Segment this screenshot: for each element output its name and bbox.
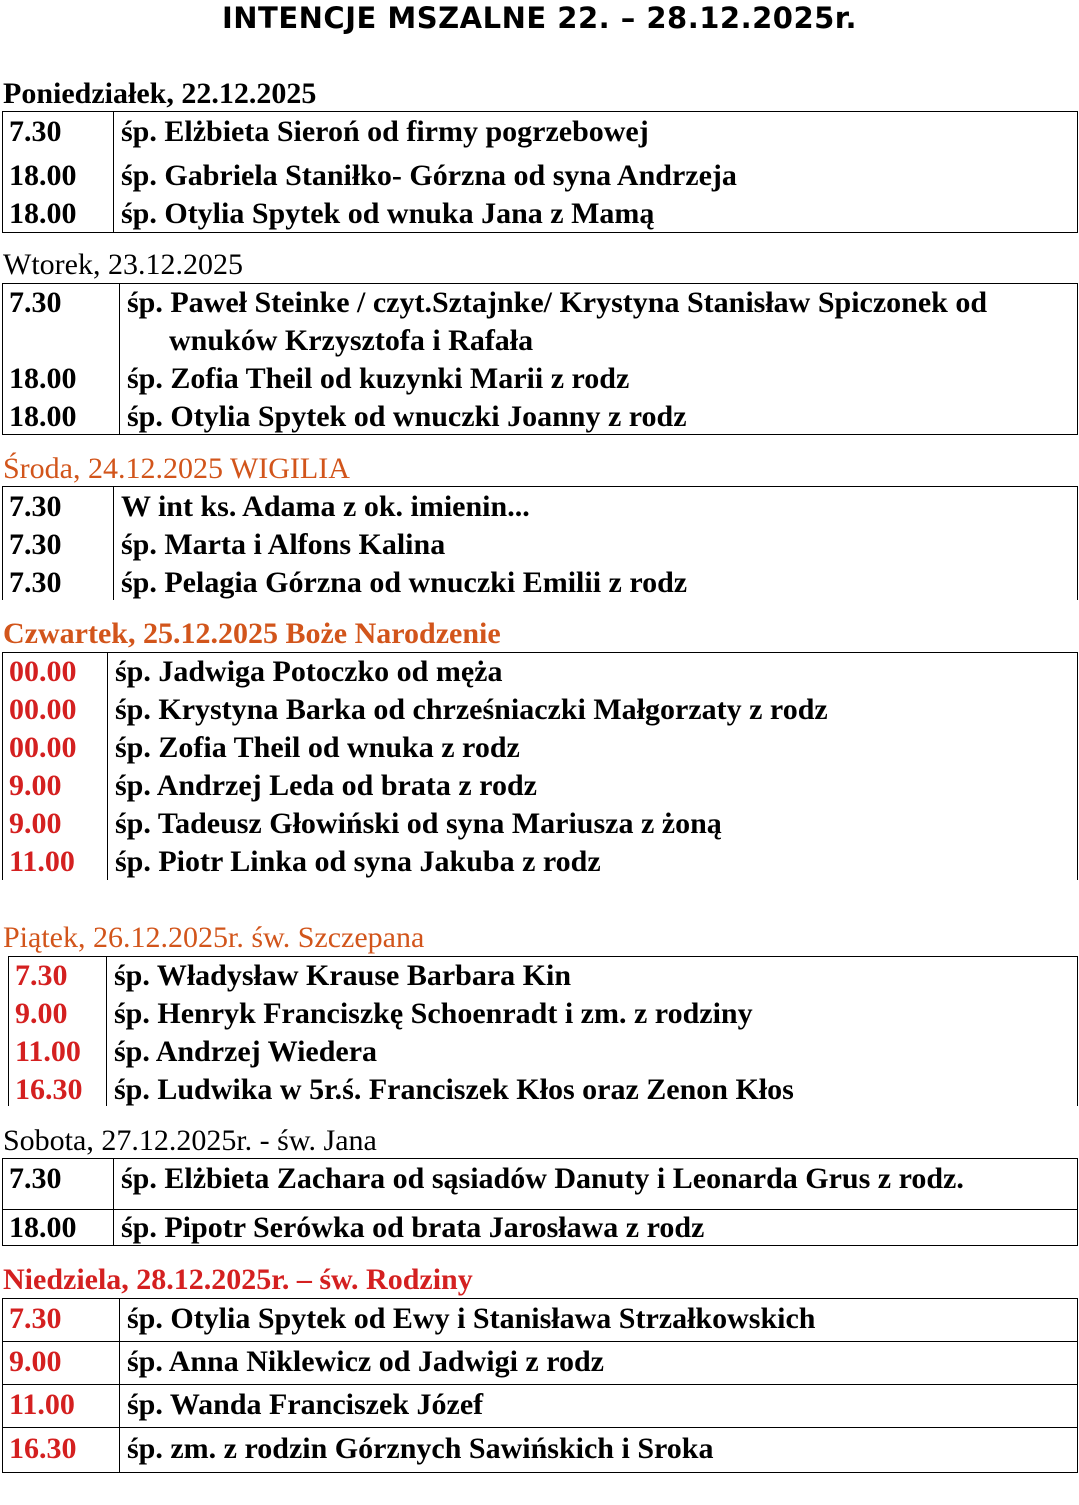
mass-time: 16.30 [9,1432,77,1465]
mass-intention: śp. zm. z rodzin Górznych Sawińskich i Sroka [127,1432,714,1465]
mass-intention: śp. Zofia Theil od kuzynki Marii z rodz [127,362,630,395]
day-heading-wednesday: Środa, 24.12.2025 WIGILIA [3,452,350,485]
mass-time: 00.00 [9,693,77,726]
mass-intention: śp. Krystyna Barka od chrześniaczki Małgorzaty z rodz [115,693,828,726]
mass-intention: śp. Andrzej Leda od brata z rodz [115,769,537,802]
mass-time: 00.00 [9,655,77,688]
mass-time: 00.00 [9,731,77,764]
mass-time: 18.00 [9,159,77,192]
mass-intention: śp. Piotr Linka od syna Jakuba z rodz [115,845,601,878]
mass-intention: śp. Wanda Franciszek Józef [127,1388,484,1421]
mass-intention: śp. Elżbieta Zachara od sąsiadów Danuty i Leonarda Grus z rodz. [121,1162,964,1195]
mass-intention: śp. Gabriela Staniłko- Górzna od syna Andrzeja [121,159,737,192]
mass-time: 7.30 [9,528,62,561]
mass-time: 18.00 [9,197,77,230]
day-heading-thursday: Czwartek, 25.12.2025 Boże Narodzenie [3,617,501,650]
mass-time: 9.00 [9,807,62,840]
mass-time: 7.30 [9,566,62,599]
mass-intention: śp. Pipotr Serówka od brata Jarosława z rodz [121,1211,705,1244]
mass-intention: śp. Otylia Spytek od wnuczki Joanny z rodz [127,400,687,433]
mass-time: 9.00 [9,769,62,802]
mass-intention-continued: wnuków Krzysztofa i Rafała [169,324,534,357]
mass-intention: śp. Otylia Spytek od Ewy i Stanisława Strzałkowskich [127,1302,816,1335]
mass-time: 16.30 [15,1073,83,1106]
mass-intention: śp. Elżbieta Sieroń od firmy pogrzebowej [121,115,649,148]
mass-time: 7.30 [9,115,62,148]
mass-intention: śp. Ludwika w 5r.ś. Franciszek Kłos oraz Zenon Kłos [114,1073,794,1106]
mass-time: 18.00 [9,1211,77,1244]
mass-intention: śp. Marta i Alfons Kalina [121,528,446,561]
mass-intention: śp. Zofia Theil od wnuka z rodz [115,731,520,764]
mass-intention: śp. Andrzej Wiedera [114,1035,378,1068]
mass-time: 7.30 [9,286,62,319]
mass-intention: śp. Tadeusz Głowiński od syna Mariusza z żoną [115,807,722,840]
day-heading-tuesday: Wtorek, 23.12.2025 [3,248,243,281]
mass-time: 11.00 [15,1035,81,1068]
mass-intention: W int ks. Adama z ok. imienin... [121,490,530,523]
mass-time: 18.00 [9,400,77,433]
mass-intention: śp. Otylia Spytek od wnuka Jana z Mamą [121,197,655,230]
page-title: INTENCJE MSZALNE 22. – 28.12.2025r. [222,1,857,35]
mass-time: 18.00 [9,362,77,395]
mass-time: 11.00 [9,1388,75,1421]
mass-intention: śp. Paweł Steinke / czyt.Sztajnke/ Krystyna Stanisław Spiczonek od [127,286,988,319]
mass-intention: śp. Anna Niklewicz od Jadwigi z rodz [127,1345,604,1378]
day-heading-monday: Poniedziałek, 22.12.2025 [3,77,317,110]
mass-intention: śp. Jadwiga Potoczko od męża [115,655,503,688]
mass-time: 7.30 [15,959,68,992]
mass-time: 7.30 [9,1302,62,1335]
mass-time: 9.00 [15,997,68,1030]
mass-intention: śp. Władysław Krause Barbara Kin [114,959,572,992]
mass-intention: śp. Henryk Franciszkę Schoenradt i zm. z rodziny [114,997,753,1030]
mass-time: 7.30 [9,490,62,523]
mass-time: 9.00 [9,1345,62,1378]
day-heading-sunday: Niedziela, 28.12.2025r. – św. Rodziny [3,1263,473,1296]
day-heading-saturday: Sobota, 27.12.2025r. - św. Jana [3,1124,377,1157]
day-heading-friday: Piątek, 26.12.2025r. św. Szczepana [3,921,425,954]
mass-intention: śp. Pelagia Górzna od wnuczki Emilii z rodz [121,566,688,599]
mass-time: 11.00 [9,845,75,878]
mass-time: 7.30 [9,1162,62,1195]
